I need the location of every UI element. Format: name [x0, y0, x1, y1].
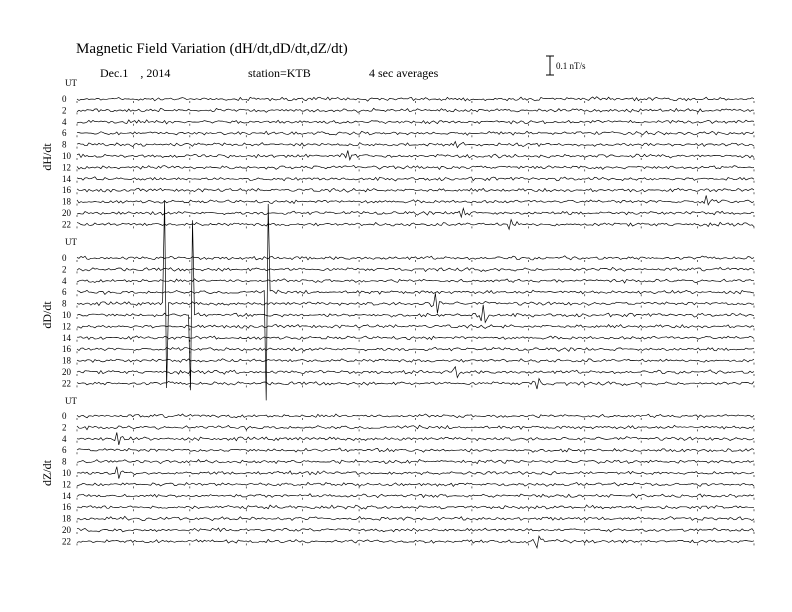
- hour-tick-label: 12: [62, 479, 71, 490]
- chart-title: Magnetic Field Variation (dH/dt,dD/dt,dZ/dt): [76, 41, 348, 57]
- series-trace: [77, 448, 754, 452]
- hour-tick-label: 4: [62, 433, 67, 444]
- series-trace: [77, 256, 754, 260]
- hour-tick-label: 10: [62, 151, 71, 161]
- series-trace: [77, 200, 754, 388]
- hour-tick-label: 18: [62, 196, 71, 207]
- hour-tick-label: 14: [62, 332, 71, 343]
- series-trace: [77, 536, 754, 548]
- hour-tick-label: 18: [62, 355, 71, 366]
- hour-tick-label: 10: [62, 310, 71, 320]
- hour-tick-label: 2: [62, 264, 67, 275]
- hour-tick-label: 0: [62, 253, 67, 263]
- hour-tick-label: 20: [62, 367, 71, 377]
- series-trace: [77, 336, 754, 340]
- series-trace: [77, 494, 754, 498]
- series-trace: [77, 414, 754, 418]
- hour-tick-label: 16: [62, 185, 71, 196]
- panel-1: [40, 78, 754, 229]
- hour-tick-label: 18: [62, 513, 71, 524]
- series-trace: [77, 97, 754, 101]
- series-trace: [77, 120, 754, 124]
- hour-tick-label: 6: [62, 445, 67, 456]
- date-label: Dec.1 , 2014: [100, 66, 171, 80]
- ut-axis-label: UT: [65, 396, 77, 406]
- series-trace: [77, 220, 754, 390]
- series-trace: [77, 267, 754, 271]
- hour-tick-label: 22: [62, 219, 71, 230]
- series-trace: [77, 482, 754, 486]
- panel-label: dZ/dt: [40, 460, 54, 486]
- panel-3: [40, 396, 754, 548]
- scale-bar: [546, 56, 586, 75]
- panel-2: [40, 200, 754, 400]
- series-trace: [77, 195, 754, 204]
- scale-label: 0.1 nT/s: [556, 61, 586, 71]
- series-trace: [77, 359, 754, 363]
- hour-tick-label: 8: [62, 139, 67, 150]
- series-trace: [77, 279, 754, 283]
- averaging-label: 4 sec averages: [369, 66, 439, 80]
- series-trace: [77, 432, 754, 445]
- hour-tick-label: 0: [62, 411, 67, 421]
- series-trace: [77, 505, 754, 509]
- hour-tick-label: 2: [62, 105, 67, 116]
- hour-tick-label: 20: [62, 525, 71, 535]
- series-trace: [77, 347, 754, 351]
- hour-tick-label: 14: [62, 490, 71, 501]
- panels-group: [40, 78, 754, 548]
- panel-label: dH/dt: [40, 143, 54, 171]
- ut-axis-label: UT: [65, 237, 77, 247]
- series-trace: [77, 516, 754, 520]
- series-trace: [77, 204, 754, 400]
- hour-tick-label: 4: [62, 275, 67, 286]
- hour-tick-label: 8: [62, 298, 67, 309]
- series-trace: [77, 177, 754, 181]
- series-trace: [77, 325, 754, 329]
- series-trace: [77, 460, 754, 464]
- hour-tick-label: 16: [62, 502, 71, 513]
- hour-tick-label: 4: [62, 116, 67, 127]
- series-trace: [77, 166, 754, 170]
- hour-tick-label: 22: [62, 536, 71, 547]
- hour-tick-label: 10: [62, 468, 71, 478]
- series-trace: [77, 425, 754, 429]
- hour-tick-label: 16: [62, 344, 71, 355]
- hour-tick-label: 22: [62, 378, 71, 389]
- series-trace: [77, 379, 754, 389]
- series-trace: [77, 528, 754, 532]
- series-trace: [77, 108, 754, 112]
- hour-tick-label: 12: [62, 162, 71, 173]
- hour-tick-label: 2: [62, 422, 67, 433]
- hour-tick-label: 6: [62, 128, 67, 139]
- ut-axis-label: UT: [65, 78, 77, 88]
- series-trace: [77, 131, 754, 135]
- hour-tick-label: 20: [62, 208, 71, 218]
- hour-tick-label: 8: [62, 456, 67, 467]
- hour-tick-label: 12: [62, 321, 71, 332]
- hour-tick-label: 14: [62, 173, 71, 184]
- panel-label: dD/dt: [40, 301, 54, 329]
- station-label: station=KTB: [248, 66, 311, 80]
- hour-tick-label: 6: [62, 287, 67, 298]
- series-trace: [77, 188, 754, 192]
- hour-tick-label: 0: [62, 94, 67, 104]
